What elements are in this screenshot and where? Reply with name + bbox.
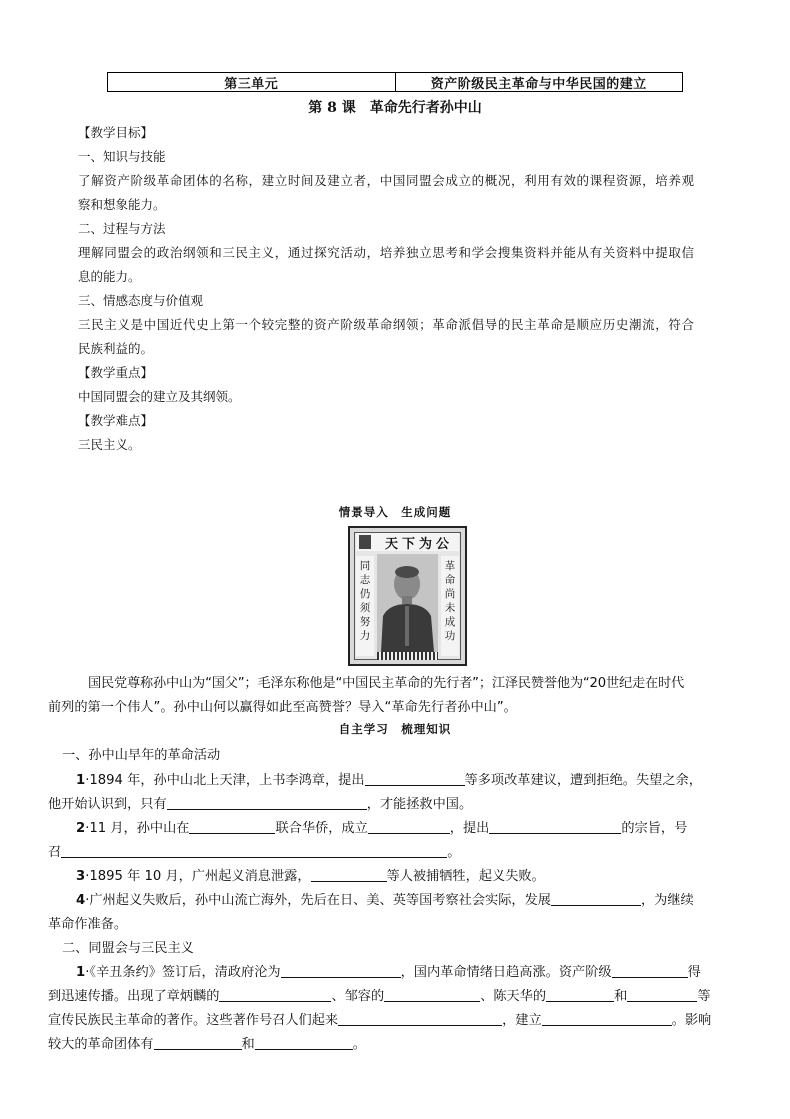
- answer-blank[interactable]: [365, 772, 465, 786]
- answer-blank[interactable]: [384, 988, 480, 1002]
- intro-text-line1: 国民党尊称孙中山为“国父”；毛泽东称他是“中国民主革命的先行者”；江泽民赞誉他为“20世纪走在时代: [88, 676, 684, 691]
- answer-blank[interactable]: [368, 820, 450, 834]
- answer-blank[interactable]: [219, 988, 331, 1002]
- seal-icon: [359, 535, 371, 549]
- s1-question-1-cont: 他开始认识到，只有 ，才能拯救中国。: [48, 797, 473, 812]
- s1-question-2-cont: 召 。: [48, 845, 461, 860]
- process-method-text: 理解同盟会的政治纲领和三民主义，通过探究活动，培养独立思考和学会搜集资料并能从有关资料中提取信: [78, 245, 695, 260]
- answer-blank[interactable]: [167, 796, 367, 810]
- unit-label: 第三单元: [108, 73, 396, 91]
- knowledge-skills-text-cont: 察和想象能力。: [78, 197, 166, 212]
- portrait-figure-icon: [377, 554, 438, 652]
- study-banner: 自主学习 梳理知识: [338, 722, 452, 736]
- answer-blank[interactable]: [612, 964, 688, 978]
- answer-blank[interactable]: [255, 1036, 353, 1050]
- difficulty-heading: 【教学难点】: [78, 413, 154, 428]
- key-point-text: 中国同盟会的建立及其纲领。: [78, 389, 241, 404]
- section1-title: 一、孙中山早年的革命活动: [62, 748, 221, 763]
- portrait-right-inscription: 革 命 尚 未 成 功: [441, 556, 459, 656]
- s2-question-1: 1·《辛丑条约》签订后，清政府沦为 ，国内革命情绪日趋高涨。资产阶级 得: [76, 965, 701, 980]
- unit-header-table: [107, 72, 683, 92]
- s1-question-1: 1·1894 年，孙中山北上天津，上书李鸿章，提出 等多项改革建议，遭到拒绝。失望之余，: [76, 773, 702, 788]
- knowledge-skills-text: 了解资产阶级革命团体的名称，建立时间及建立者，中国同盟会成立的概况，利用有效的课程资源，培养观: [78, 173, 695, 188]
- sun-yat-sen-portrait: [348, 526, 467, 666]
- portrait-top-inscription: 天下为公: [356, 533, 459, 551]
- s1-question-2: 2·11 月，孙中山在 联合华侨，成立 ，提出 的宗旨，号: [76, 821, 688, 836]
- portrait-photo: [377, 554, 438, 652]
- s2-question-1-cont3: 较大的革命团体有 和 。: [48, 1037, 366, 1052]
- intro-banner: 情景导入 生成问题: [338, 505, 452, 519]
- lesson-title: 第 8 课 革命先行者孙中山: [308, 100, 482, 116]
- s2-question-1-cont1: 到迅速传播。出现了章炳麟的 、邹容的 、陈天华的 和 等: [48, 989, 711, 1004]
- answer-blank[interactable]: [189, 820, 275, 834]
- s1-question-4-cont: 革命作准备。: [48, 917, 128, 932]
- attitude-values-text-cont: 民族利益的。: [78, 341, 154, 356]
- answer-blank[interactable]: [627, 988, 697, 1002]
- portrait-caption-lines: [377, 652, 438, 660]
- answer-blank[interactable]: [546, 988, 614, 1002]
- process-method-text-cont: 息的能力。: [78, 269, 141, 284]
- section2-title: 二、同盟会与三民主义: [62, 941, 194, 956]
- answer-blank[interactable]: [154, 1036, 242, 1050]
- knowledge-skills-title: 一、知识与技能: [78, 149, 166, 164]
- attitude-values-text: 三民主义是中国近代史上第一个较完整的资产阶级革命纲领；革命派倡导的民主革命是顺应历史潮流，符合: [78, 317, 695, 332]
- answer-blank[interactable]: [61, 844, 447, 858]
- answer-blank[interactable]: [311, 868, 387, 882]
- difficulty-text: 三民主义。: [78, 437, 141, 452]
- goals-heading: 【教学目标】: [78, 125, 154, 140]
- process-method-title: 二、过程与方法: [78, 221, 166, 236]
- answer-blank[interactable]: [281, 964, 401, 978]
- key-point-heading: 【教学重点】: [78, 365, 154, 380]
- attitude-values-title: 三、情感态度与价值观: [78, 293, 204, 308]
- intro-text-line2: 前列的第一个伟人”。孙中山何以赢得如此至高赞誉？导入“革命先行者孙中山”。: [48, 700, 517, 715]
- s2-question-1-cont2: 宣传民族民主革命的著作。这些著作号召人们起来 ，建立 。影响: [48, 1013, 712, 1028]
- answer-blank[interactable]: [551, 892, 641, 906]
- portrait-left-inscription: 同 志 仍 须 努 力: [356, 556, 374, 656]
- s1-question-4: 4·广州起义失败后，孙中山流亡海外，先后在日、美、英等国考察社会实际，发展 ，为继续: [76, 893, 694, 908]
- answer-blank[interactable]: [489, 820, 621, 834]
- unit-topic: 资产阶级民主革命与中华民国的建立: [430, 76, 647, 92]
- answer-blank[interactable]: [542, 1012, 672, 1026]
- s1-question-3: 3·1895 年 10 月，广州起义消息泄露， 等人被捕牺牲，起义失败。: [76, 869, 545, 884]
- answer-blank[interactable]: [338, 1012, 502, 1026]
